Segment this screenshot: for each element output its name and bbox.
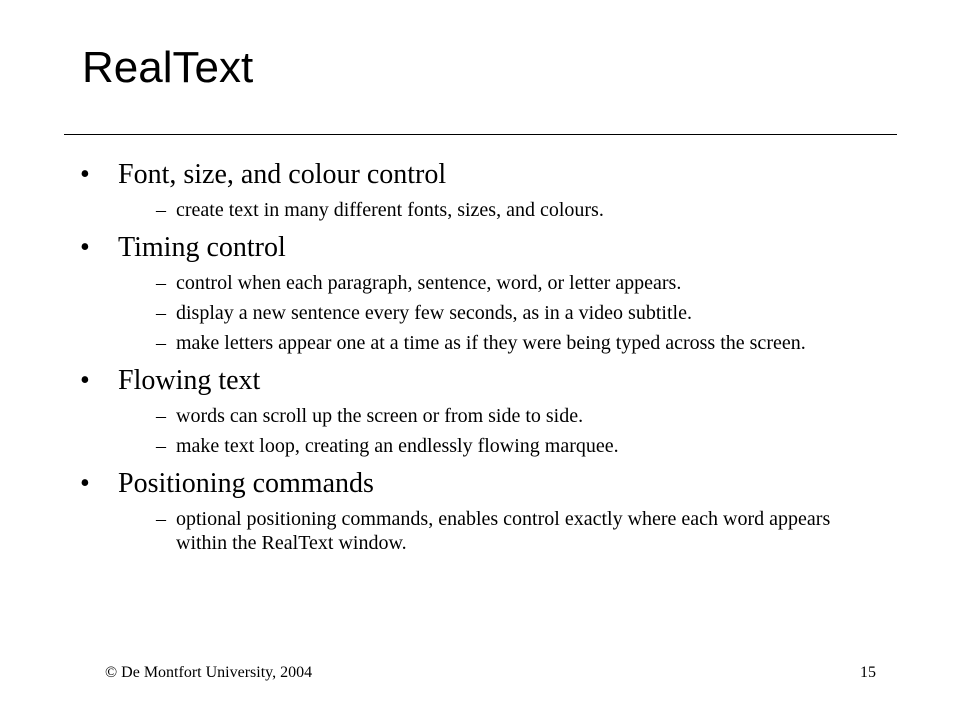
sub-mark: – [156, 199, 166, 221]
title-divider [64, 134, 897, 135]
sub-point [80, 271, 856, 295]
bullet-positioning-commands [80, 467, 880, 501]
sub-point-text: create text in many different fonts, sizes, and colours. [176, 199, 604, 221]
footer-copyright: © De Montfort University, 2004 [105, 664, 313, 681]
bullet-heading: Positioning commands [118, 468, 374, 499]
sub-point [80, 434, 856, 458]
bullet-heading: Timing control [118, 232, 286, 263]
sub-mark: – [156, 302, 166, 324]
sub-point-text: make letters appear one at a time as if they were being typed across the screen. [176, 332, 806, 354]
sub-point-text: optional positioning commands, enables control exactly where each word appears within the RealText window. [176, 508, 831, 554]
sub-mark: – [156, 272, 166, 294]
sub-mark: – [156, 435, 166, 457]
slide-content [80, 158, 880, 555]
sub-point [80, 198, 856, 222]
bullet-mark: • [80, 159, 90, 190]
bullet-mark: • [80, 468, 90, 499]
bullet-timing-control [80, 231, 880, 265]
bullet-heading: Flowing text [118, 365, 261, 396]
sub-point-text: words can scroll up the screen or from side to side. [176, 405, 584, 427]
bullet-font-size-colour [80, 158, 880, 192]
bullet-mark: • [80, 232, 90, 263]
sub-point [80, 507, 856, 555]
sub-point-text: make text loop, creating an endlessly flowing marquee. [176, 435, 619, 457]
sub-point [80, 331, 856, 355]
bullet-heading: Font, size, and colour control [118, 159, 447, 190]
bullet-mark: • [80, 365, 90, 396]
sub-point-text: display a new sentence every few seconds, as in a video subtitle. [176, 302, 692, 324]
slide-title: RealText [82, 43, 254, 92]
sub-mark: – [156, 332, 166, 354]
sub-point-text: control when each paragraph, sentence, word, or letter appears. [176, 272, 682, 294]
sub-mark: – [156, 405, 166, 427]
sub-point [80, 404, 856, 428]
sub-point [80, 301, 856, 325]
bullet-flowing-text [80, 364, 880, 398]
sub-mark: – [156, 508, 166, 530]
footer-page-number: 15 [860, 664, 876, 681]
